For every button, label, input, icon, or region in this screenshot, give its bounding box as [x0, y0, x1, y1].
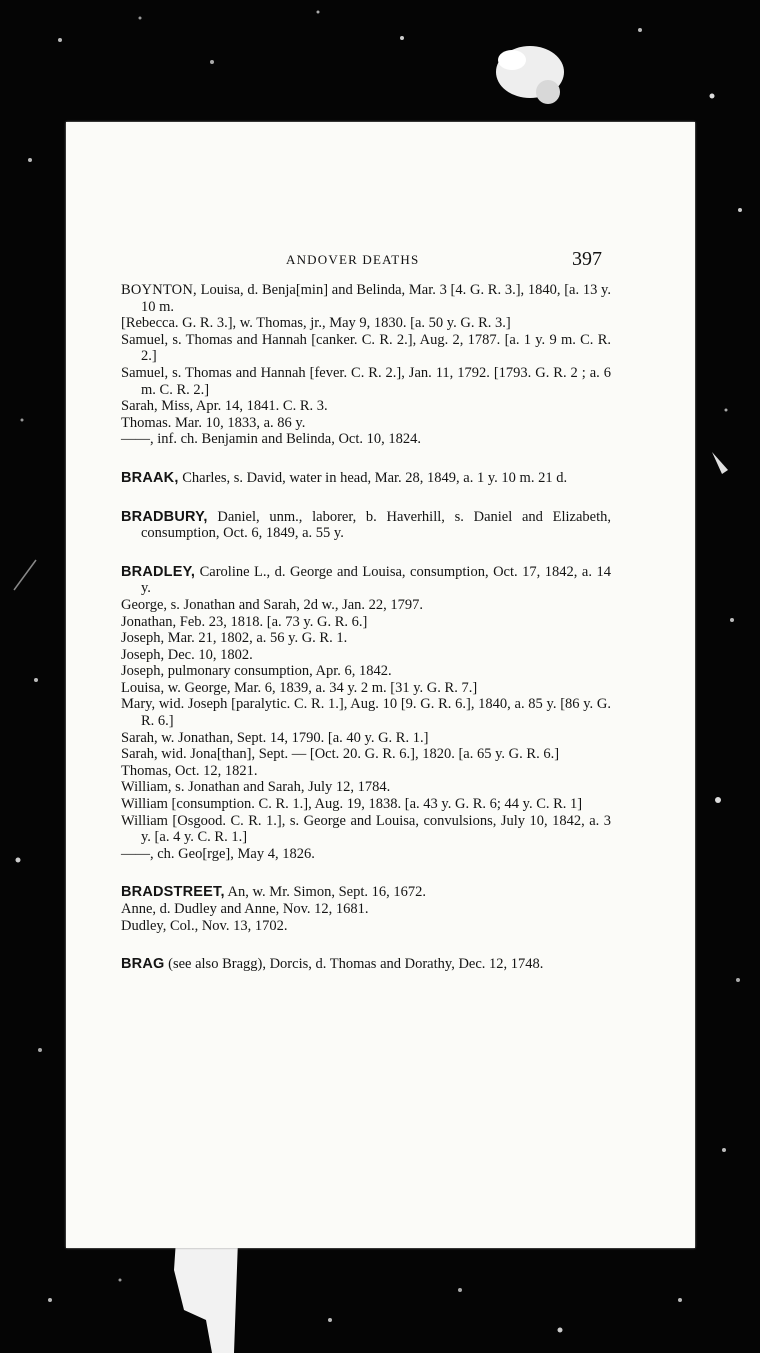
record-entry	[121, 415, 611, 432]
entry-text: Joseph, pulmonary consumption, Apr. 6, 1842.	[121, 663, 392, 680]
surname-group-boynton	[121, 282, 611, 448]
surname: BRAG	[121, 956, 165, 973]
record-entry	[121, 746, 611, 763]
entry-text: Joseph, Dec. 10, 1802.	[121, 646, 253, 663]
entry-text: Anne, d. Dudley and Anne, Nov. 12, 1681.	[121, 901, 369, 917]
entry-text: Mary, wid. Joseph [paralytic. C. R. 1.], Aug. 10 [9. G. R. 6.], 1840, a. 85 y. [86 y. G. R. 6.]	[121, 696, 611, 730]
surname-group-bradstreet	[121, 884, 611, 934]
record-entry	[121, 509, 611, 542]
record-entry	[121, 696, 611, 729]
entry-text: William [Osgood. C. R. 1.], s. George and Louisa, convulsions, July 10, 1842, a. 3 y. [a. 4 y. C. R. 1.]	[121, 812, 611, 846]
record-entry	[121, 680, 611, 697]
entry-text: Samuel, s. Thomas and Hannah [canker. C. R. 2.], Aug. 2, 1787. [a. 1 y. 9 m. C. R. 2.]	[121, 331, 611, 365]
record-entry	[121, 663, 611, 680]
record-entry	[121, 884, 611, 901]
paper-tab-strip	[172, 1240, 242, 1353]
record-entry	[121, 901, 611, 918]
entry-text: An, w. Mr. Simon, Sept. 16, 1672.	[224, 884, 426, 901]
record-entry	[121, 918, 611, 935]
surname: BRADSTREET,	[121, 884, 225, 901]
entry-text: Sarah, wid. Jona[than], Sept. — [Oct. 20. G. R. 6.], 1820. [a. 65 y. G. R. 6.]	[121, 746, 560, 763]
entry-text: Jonathan, Feb. 23, 1818. [a. 73 y. G. R. 6.]	[121, 613, 368, 630]
record-entry	[121, 597, 611, 614]
entry-text: Thomas, Oct. 12, 1821.	[121, 762, 258, 779]
record-entry	[121, 846, 611, 863]
surname: BRAAK,	[121, 469, 179, 486]
surname: BOYNTON,	[121, 282, 197, 298]
record-entry	[121, 647, 611, 664]
entry-text: Louisa, d. Benja[min] and Belinda, Mar. 3 [4. G. R. 3.], 1840, [a. 13 y. 10 m.	[141, 282, 611, 315]
record-entry	[121, 614, 611, 631]
record-entry	[121, 398, 611, 415]
record-entry	[121, 282, 611, 315]
entry-text: (see also Bragg), Dorcis, d. Thomas and Dorathy, Dec. 12, 1748.	[164, 956, 544, 973]
entry-text: Charles, s. David, water in head, Mar. 28, 1849, a. 1 y. 10 m. 21 d.	[178, 469, 568, 486]
surname-group-bradley	[121, 564, 611, 863]
document-page	[66, 122, 695, 1248]
record-entry	[121, 730, 611, 747]
death-records	[121, 282, 611, 995]
page-number: 397	[572, 248, 602, 270]
surname: BRADLEY,	[121, 563, 196, 580]
record-entry	[121, 332, 611, 365]
record-entry	[121, 564, 611, 597]
running-head: ANDOVER DEATHS	[286, 252, 420, 267]
surname-group-brag	[121, 956, 611, 973]
entry-text: Louisa, w. George, Mar. 6, 1839, a. 34 y. 2 m. [31 y. G. R. 7.]	[121, 679, 478, 696]
record-entry	[121, 813, 611, 846]
surname-group-bradbury	[121, 509, 611, 542]
record-entry	[121, 470, 611, 487]
record-entry	[121, 365, 611, 398]
entry-text: ——, inf. ch. Benjamin and Belinda, Oct. 10, 1824.	[121, 431, 422, 448]
record-entry	[121, 763, 611, 780]
record-entry	[121, 431, 611, 448]
surname: BRADBURY,	[121, 508, 208, 525]
entry-text: Sarah, w. Jonathan, Sept. 14, 1790. [a. 40 y. G. R. 1.]	[121, 729, 429, 746]
entry-text: [Rebecca. G. R. 3.], w. Thomas, jr., May 9, 1830. [a. 50 y. G. R. 3.]	[121, 315, 511, 332]
entry-text: Thomas. Mar. 10, 1833, a. 86 y.	[121, 414, 306, 431]
entry-text: Daniel, unm., laborer, b. Haverhill, s. Daniel and Elizabeth, consumption, Oct. 6, 1849, a. 55 y.	[141, 508, 611, 542]
entry-text: William [consumption. C. R. 1.], Aug. 19, 1838. [a. 43 y. G. R. 6; 44 y. C. R. 1]	[121, 796, 583, 813]
record-entry	[121, 315, 611, 332]
entry-text: William, s. Jonathan and Sarah, July 12, 1784.	[121, 779, 391, 796]
record-entry	[121, 779, 611, 796]
entry-text: George, s. Jonathan and Sarah, 2d w., Jan. 22, 1797.	[121, 596, 424, 613]
record-entry	[121, 956, 611, 973]
entry-text: Samuel, s. Thomas and Hannah [fever. C. R. 2.], Jan. 11, 1792. [1793. G. R. 2 ; a. 6 m. C. R. 2.]	[121, 364, 611, 398]
entry-text: Dudley, Col., Nov. 13, 1702.	[121, 917, 288, 934]
surname-group-braak	[121, 470, 611, 487]
record-entry	[121, 630, 611, 647]
entry-text: Caroline L., d. George and Louisa, consumption, Oct. 17, 1842, a. 14 y.	[141, 563, 611, 597]
record-entry	[121, 796, 611, 813]
entry-text: ——, ch. Geo[rge], May 4, 1826.	[121, 845, 315, 862]
page-header	[66, 250, 695, 274]
entry-text: Joseph, Mar. 21, 1802, a. 56 y. G. R. 1.	[121, 630, 348, 647]
entry-text: Sarah, Miss, Apr. 14, 1841. C. R. 3.	[121, 398, 328, 415]
